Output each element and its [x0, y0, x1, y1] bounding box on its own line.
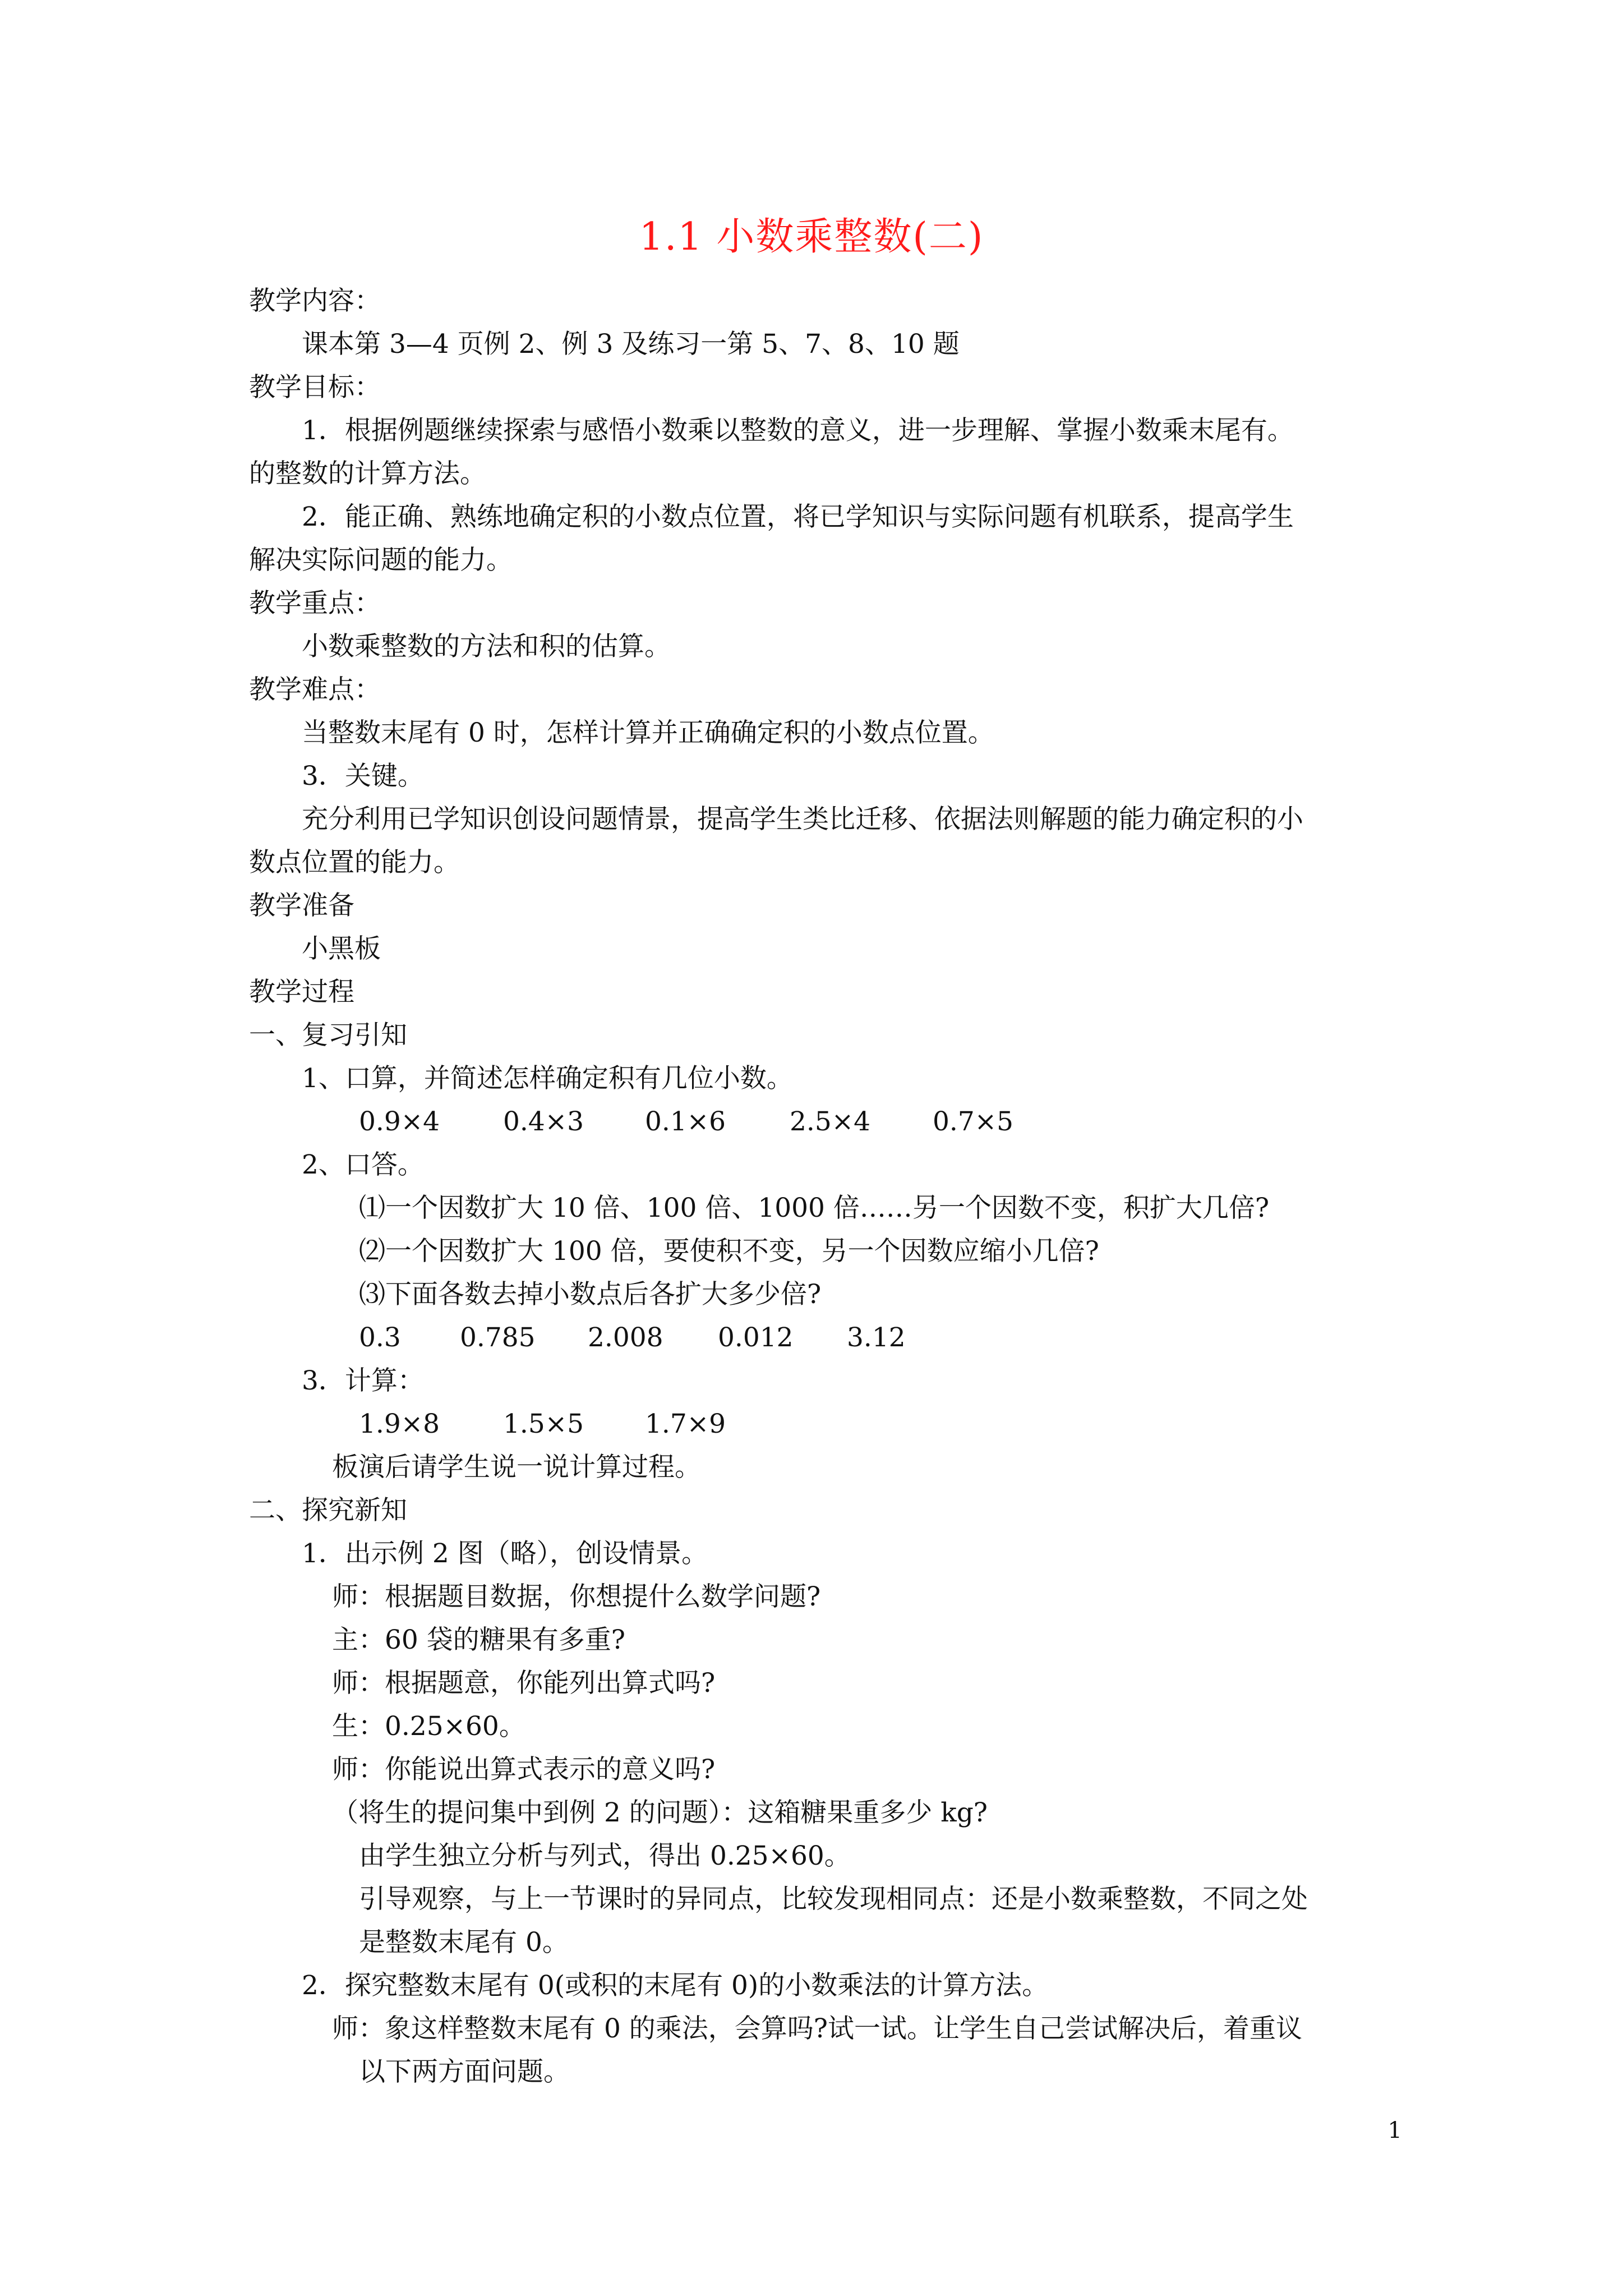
- s1-number-row: [0, 1320, 1623, 1355]
- s1-expr: 0.4×3: [503, 1106, 584, 1137]
- goal2-line2: 解决实际问题的能力。: [249, 545, 513, 576]
- s1-calc: 1.9×8: [359, 1409, 440, 1439]
- s1-expr: 0.1×6: [645, 1106, 726, 1137]
- s2-dialogue-line: 主：60 袋的糖果有多重?: [332, 1625, 625, 1655]
- s1-expr: 2.5×4: [790, 1106, 871, 1137]
- s1-expr: 0.9×4: [359, 1106, 440, 1137]
- s2-dialogue-line: 师：你能说出算式表示的意义吗?: [332, 1754, 716, 1785]
- difficulty-text: 当整数末尾有 0 时，怎样计算并正确确定积的小数点位置。: [302, 717, 994, 748]
- s1-number: 0.785: [460, 1322, 536, 1353]
- content-label: 教学内容：: [249, 286, 381, 316]
- s1-item1: 1、口算，并简述怎样确定积有几位小数。: [302, 1063, 793, 1094]
- goal1-line2: 的整数的计算方法。: [249, 458, 486, 489]
- s1-calc-row: [0, 1407, 1623, 1442]
- s1-number: 0.3: [359, 1322, 401, 1353]
- s1-number: 2.008: [588, 1322, 663, 1353]
- goal1-line1: 1．根据例题继续探索与感悟小数乘以整数的意义，进一步理解、掌握小数乘末尾有。: [302, 415, 1294, 446]
- s2-dialogue-line: （将生的提问集中到例 2 的问题）：这箱糖果重多少 kg?: [332, 1797, 988, 1828]
- s2-observe-line2: 是整数末尾有 0。: [359, 1927, 569, 1958]
- key3-line2: 数点位置的能力。: [249, 847, 460, 878]
- s2-dialogue-line: 师：根据题目数据，你想提什么数学问题?: [332, 1581, 821, 1612]
- key-label: 教学重点：: [249, 588, 381, 619]
- section1-heading: 一、复习引知: [249, 1020, 407, 1051]
- key-text: 小数乘整数的方法和积的估算。: [302, 631, 671, 662]
- difficulty-label: 教学难点：: [249, 674, 381, 705]
- key3-heading: 3．关键。: [302, 761, 424, 792]
- s2-teacher-line1: 师：象这样整数末尾有 0 的乘法，会算吗?试一试。让学生自己尝试解决后，着重议: [332, 2013, 1302, 2044]
- process-label: 教学过程: [249, 977, 354, 1007]
- s1-question2: ⑵一个因数扩大 100 倍，要使积不变，另一个因数应缩小几倍?: [359, 1236, 1099, 1267]
- s2-item2: 2．探究整数末尾有 0(或积的末尾有 0)的小数乘法的计算方法。: [302, 1970, 1049, 2001]
- prep-text: 小黑板: [302, 933, 381, 964]
- s1-calc: 1.5×5: [503, 1409, 584, 1439]
- s2-dialogue-line: 师：根据题意，你能列出算式吗?: [332, 1668, 716, 1699]
- s1-expression-row: [0, 1105, 1623, 1139]
- s2-teacher-line2: 以下两方面问题。: [359, 2056, 570, 2087]
- s2-observe-line1: 引导观察，与上一节课时的异同点，比较发现相同点：还是小数乘整数，不同之处: [359, 1884, 1308, 1915]
- s1-item3: 3．计算：: [302, 1365, 424, 1396]
- s1-number: 0.012: [718, 1322, 794, 1353]
- s2-item1: 1．出示例 2 图（略），创设情景。: [302, 1538, 708, 1569]
- s1-item2: 2、口答。: [302, 1149, 424, 1180]
- page-title: 1.1 小数乘整数(二): [639, 215, 984, 259]
- s2-dialogue-line: 由学生独立分析与列式，得出 0.25×60。: [359, 1841, 851, 1871]
- s1-number: 3.12: [847, 1322, 906, 1353]
- s1-note: 板演后请学生说一说计算过程。: [332, 1452, 701, 1483]
- s1-calc: 1.7×9: [645, 1409, 726, 1439]
- key3-line1: 充分利用已学知识创设问题情景，提高学生类比迁移、依据法则解题的能力确定积的小: [302, 804, 1303, 835]
- content-text: 课本第 3—4 页例 2、例 3 及练习一第 5、7、8、10 题: [302, 329, 960, 360]
- page-number: 1: [1387, 2118, 1402, 2143]
- s1-question1: ⑴一个因数扩大 10 倍、100 倍、1000 倍……另一个因数不变，积扩大几倍?: [359, 1193, 1270, 1223]
- s1-question3: ⑶下面各数去掉小数点后各扩大多少倍?: [359, 1279, 822, 1310]
- s2-dialogue-line: 生：0.25×60。: [332, 1711, 525, 1742]
- s1-expr: 0.7×5: [933, 1106, 1014, 1137]
- prep-label: 教学准备: [249, 890, 354, 921]
- goals-label: 教学目标：: [249, 372, 381, 403]
- section2-heading: 二、探究新知: [249, 1495, 407, 1526]
- goal2-line1: 2．能正确、熟练地确定积的小数点位置，将已学知识与实际问题有机联系，提高学生: [302, 501, 1294, 532]
